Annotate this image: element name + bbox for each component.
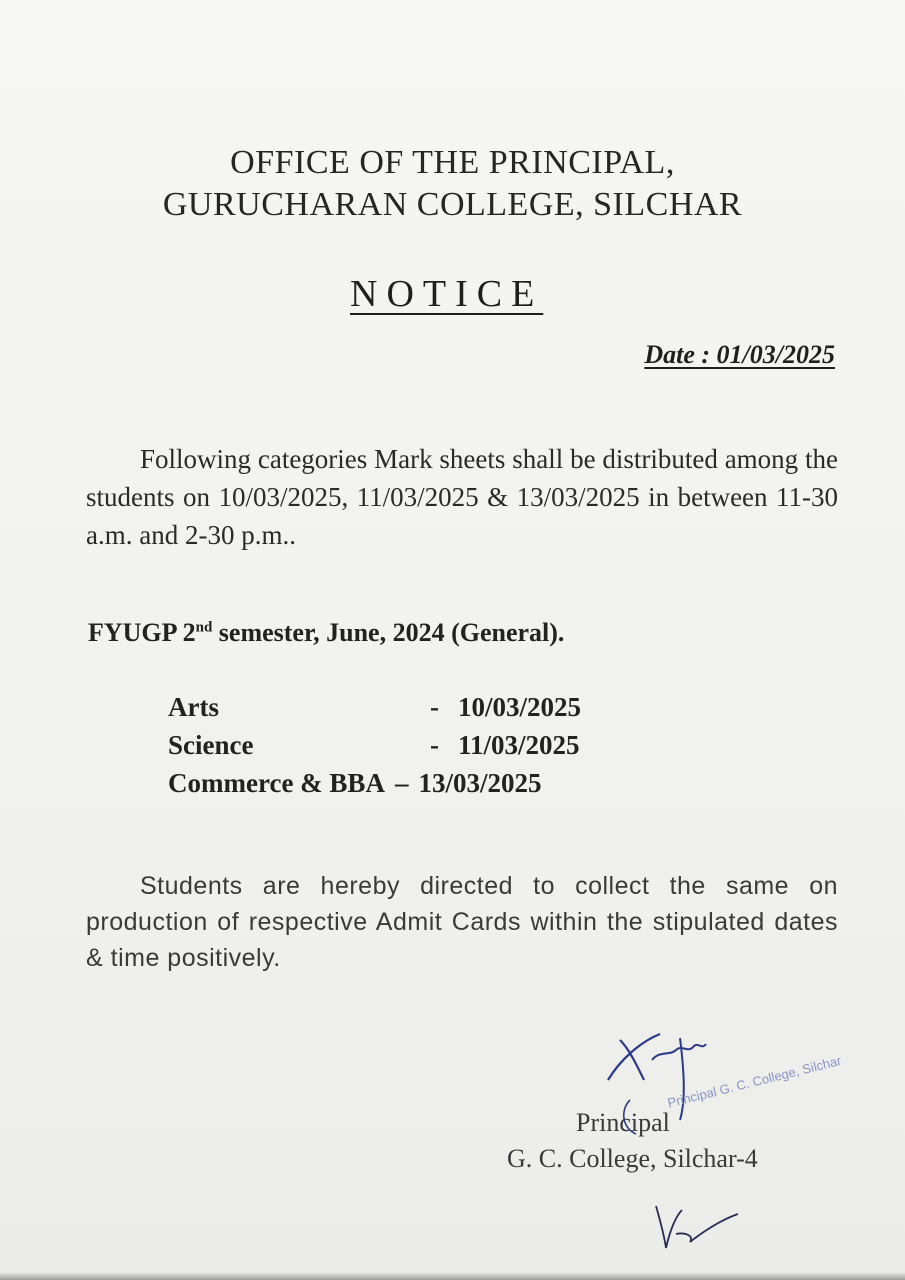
notice-date: Date : 01/03/2025 bbox=[644, 340, 835, 369]
distribution-schedule bbox=[168, 688, 581, 802]
notice-title: NOTICE bbox=[350, 273, 544, 315]
intro-paragraph bbox=[86, 440, 838, 554]
signature-block bbox=[480, 1020, 843, 1260]
schedule-stream: Arts bbox=[168, 692, 219, 722]
page-bottom-edge bbox=[0, 1272, 905, 1280]
schedule-row bbox=[168, 688, 581, 726]
closing-paragraph bbox=[86, 868, 838, 976]
schedule-row bbox=[168, 726, 581, 764]
schedule-stream: Science bbox=[168, 730, 254, 760]
intro-text: Following categories Mark sheets shall be distributed among the students on 10/03/2025, 11/03/2025 & 13/03/2025 in between 11-30 a.m. and 2-30 p.m.. bbox=[86, 444, 838, 550]
schedule-separator: - bbox=[430, 730, 439, 760]
course-prefix: FYUGP 2 bbox=[88, 618, 196, 647]
schedule-date: 10/03/2025 bbox=[458, 692, 582, 722]
office-header bbox=[0, 142, 905, 226]
schedule-date: 13/03/2025 bbox=[418, 768, 542, 798]
course-superscript: nd bbox=[195, 619, 213, 636]
office-line-2: GURUCHARAN COLLEGE, SILCHAR bbox=[162, 186, 743, 223]
handwritten-signature bbox=[480, 1020, 810, 1260]
schedule-separator: – bbox=[394, 768, 409, 798]
signatory-title: Principal bbox=[576, 1108, 670, 1137]
schedule-separator: - bbox=[430, 692, 439, 722]
signatory-college: G. C. College, Silchar-4 bbox=[507, 1144, 758, 1173]
closing-text: Students are hereby directed to collect the same on production of respective Admit Cards within the stipulated dates & time positively. bbox=[86, 872, 838, 972]
office-line-1: OFFICE OF THE PRINCIPAL, bbox=[230, 144, 675, 181]
schedule-row bbox=[168, 764, 581, 802]
course-suffix: semester, June, 2024 (General). bbox=[212, 618, 565, 647]
official-stamp: Principal G. C. College, Silchar bbox=[666, 1052, 843, 1111]
course-heading bbox=[88, 618, 564, 648]
schedule-date: 11/03/2025 bbox=[458, 730, 580, 760]
schedule-stream: Commerce & BBA bbox=[168, 768, 385, 798]
